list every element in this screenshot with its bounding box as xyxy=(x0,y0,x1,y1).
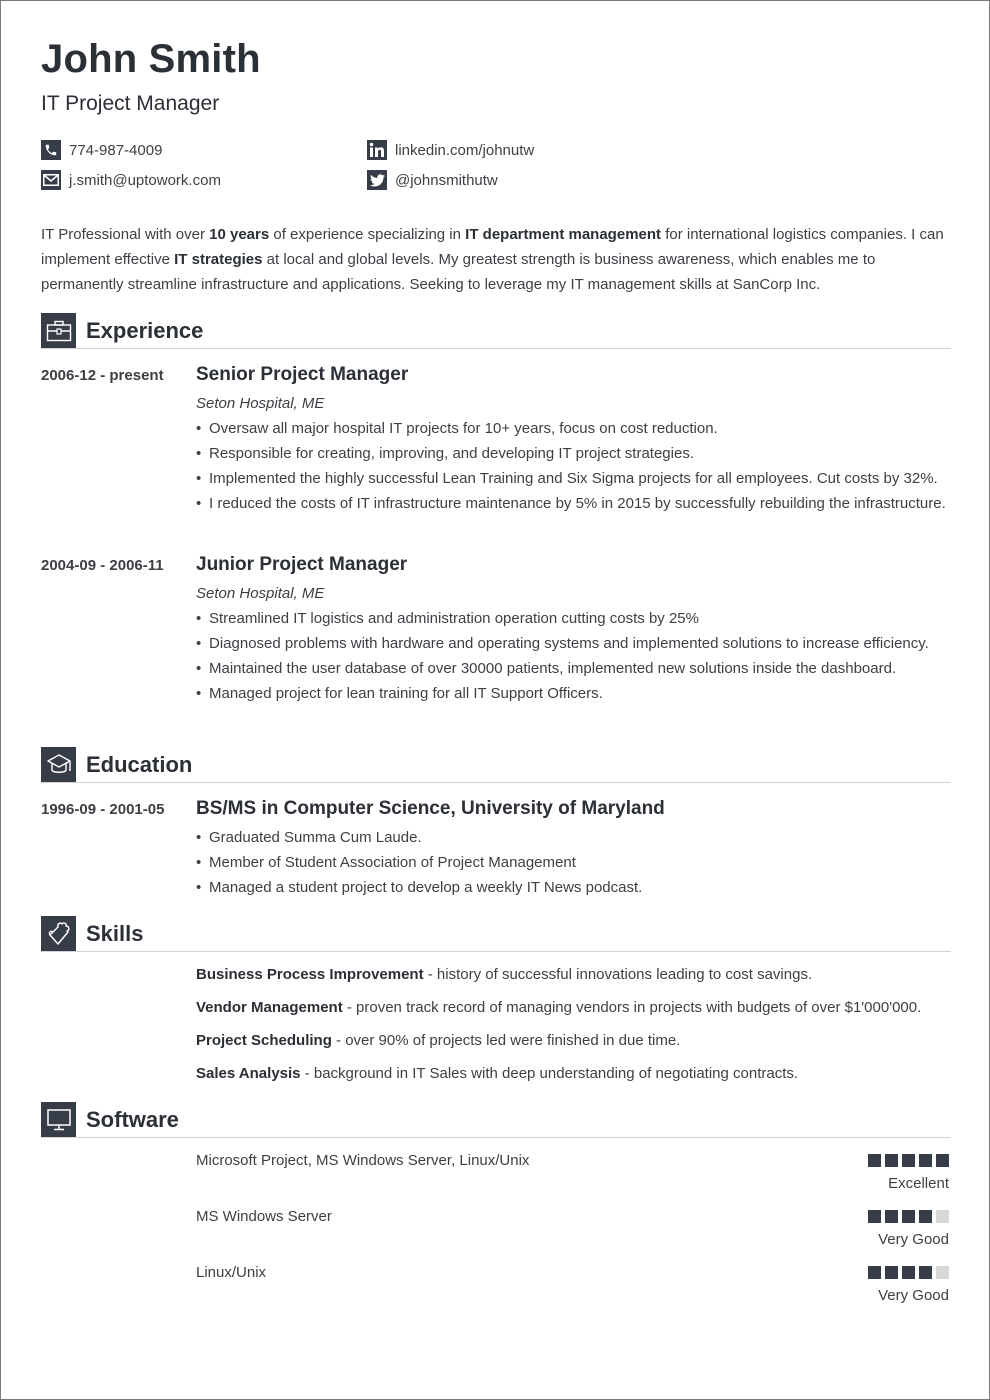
email-link[interactable]: j.smith@uptowork.com xyxy=(69,171,221,189)
skills-section-header xyxy=(41,916,951,952)
contact-twitter[interactable] xyxy=(367,170,498,190)
rating-dot-filled xyxy=(902,1266,915,1279)
rating-dot-empty xyxy=(936,1266,949,1279)
puzzle-piece-icon xyxy=(41,916,76,951)
list-item: • Streamlined IT logistics and administration operation cutting costs by 25% xyxy=(196,606,929,631)
rating-dots xyxy=(868,1210,949,1223)
job-2-bullets xyxy=(196,606,929,706)
rating-dot-filled xyxy=(902,1210,915,1223)
edu-1-degree: BS/MS in Computer Science, University of Maryland xyxy=(196,798,665,819)
monitor-icon xyxy=(41,1102,76,1137)
software-level: Very Good xyxy=(878,1231,949,1248)
phone-icon xyxy=(41,140,61,160)
rating-dots xyxy=(868,1154,949,1167)
candidate-title: IT Project Manager xyxy=(41,92,220,115)
list-item: • Graduated Summa Cum Laude. xyxy=(196,825,642,850)
rating-dot-filled xyxy=(919,1154,932,1167)
software-name: Linux/Unix xyxy=(196,1264,267,1281)
job-2-title: Junior Project Manager xyxy=(196,554,408,575)
experience-section-title: Experience xyxy=(86,318,204,343)
experience-section-header xyxy=(41,313,951,349)
list-item: • Member of Student Association of Project Management xyxy=(196,850,642,875)
skill-item: Business Process Improvement - history of successful innovations leading to cost savings. xyxy=(196,966,813,983)
list-item: • Implemented the highly successful Lean Training and Six Sigma projects for all employees. Cut costs by 32%. xyxy=(196,466,946,491)
job-1-title: Senior Project Manager xyxy=(196,364,409,385)
list-item: • Maintained the user database of over 30000 patients, implemented new solutions inside the dashboard. xyxy=(196,656,929,681)
rating-dot-filled xyxy=(919,1266,932,1279)
job-1-dates: 2006-12 - present xyxy=(41,367,164,384)
rating-dot-filled xyxy=(885,1154,898,1167)
phone-text: 774-987-4009 xyxy=(69,141,163,159)
software-level: Excellent xyxy=(888,1175,949,1192)
candidate-name: John Smith xyxy=(41,37,261,81)
contact-email[interactable] xyxy=(41,170,221,190)
twitter-link[interactable]: @johnsmithutw xyxy=(395,171,498,189)
list-item: • Managed project for lean training for all IT Support Officers. xyxy=(196,681,929,706)
rating-dot-filled xyxy=(902,1154,915,1167)
rating-dot-filled xyxy=(936,1154,949,1167)
job-1-bullets xyxy=(196,416,946,516)
software-section-header xyxy=(41,1102,951,1138)
software-name: Microsoft Project, MS Windows Server, Linux/Unix xyxy=(196,1152,530,1169)
software-level: Very Good xyxy=(878,1287,949,1304)
list-item: • Diagnosed problems with hardware and operating systems and implemented solutions to increase efficiency. xyxy=(196,631,929,656)
job-2-dates: 2004-09 - 2006-11 xyxy=(41,557,164,574)
list-item: • Oversaw all major hospital IT projects for 10+ years, focus on cost reduction. xyxy=(196,416,946,441)
rating-dots xyxy=(868,1266,949,1279)
linkedin-icon xyxy=(367,140,387,160)
rating-dot-filled xyxy=(919,1210,932,1223)
twitter-icon xyxy=(367,170,387,190)
list-item: • Managed a student project to develop a weekly IT News podcast. xyxy=(196,875,642,900)
linkedin-link[interactable]: linkedin.com/johnutw xyxy=(395,141,535,159)
rating-dot-empty xyxy=(936,1210,949,1223)
job-2-employer: Seton Hospital, ME xyxy=(196,585,325,602)
mail-icon xyxy=(41,170,61,190)
skill-item: Vendor Management - proven track record of managing vendors in projects with budgets of over $1'000'000. xyxy=(196,999,922,1016)
graduation-cap-icon xyxy=(41,747,76,782)
rating-dot-filled xyxy=(885,1210,898,1223)
contact-phone xyxy=(41,140,162,160)
education-section-title: Education xyxy=(86,752,193,777)
software-name: MS Windows Server xyxy=(196,1208,332,1225)
list-item: • I reduced the costs of IT infrastructure maintenance by 5% in 2015 by successfully rebuilding the infrastructure. xyxy=(196,491,946,516)
education-section-header xyxy=(41,747,951,783)
rating-dot-filled xyxy=(868,1266,881,1279)
rating-dot-filled xyxy=(868,1154,881,1167)
job-1-employer: Seton Hospital, ME xyxy=(196,395,325,412)
briefcase-icon xyxy=(41,313,76,348)
rating-dot-filled xyxy=(885,1266,898,1279)
rating-dot-filled xyxy=(868,1210,881,1223)
skill-item: Project Scheduling - over 90% of projects led were finished in due time. xyxy=(196,1032,681,1049)
edu-1-bullets xyxy=(196,825,642,900)
skill-item: Sales Analysis - background in IT Sales with deep understanding of negotiating contracts. xyxy=(196,1065,799,1082)
contact-linkedin[interactable] xyxy=(367,140,534,160)
list-item: • Responsible for creating, improving, and developing IT project strategies. xyxy=(196,441,946,466)
software-section-title: Software xyxy=(86,1107,179,1132)
skills-section-title: Skills xyxy=(86,921,144,946)
summary-paragraph: IT Professional with over 10 years of experience specializing in IT department management for international logistics companies. I can implement effective IT strategies at local and global levels. My greatest strength is business awareness, which enables me to permanently streamline infrastructure and applications. Seeking to leverage my IT management skills at SanCorp Inc. xyxy=(41,226,944,293)
edu-1-dates: 1996-09 - 2001-05 xyxy=(41,801,165,818)
